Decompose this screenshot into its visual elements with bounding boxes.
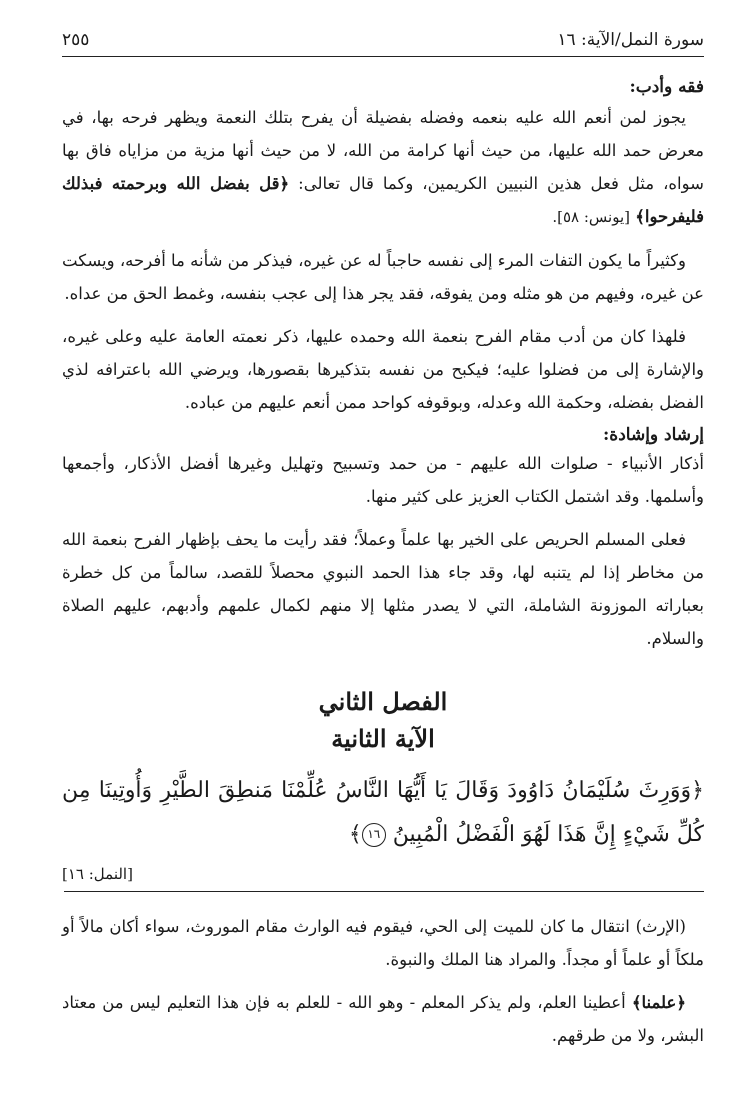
running-title: سورة النمل/الآية: ١٦ [557, 30, 704, 50]
chapter-subtitle: الآية الثانية [331, 724, 435, 753]
quran-reference: [يونس: ٥٨]. [552, 208, 630, 226]
paragraph-2: وكثيراً ما يكون التفات المرء إلى نفسه حاجباً له عن غيره، فيذكر من شأنه ما أفرحه، ويسكت عن غيره، وفيهم من هو مثله ومن يفوقه، فقد يجر هذا إلى عجب بنفسه، وغمط الحق من عداه. [62, 251, 704, 303]
section-title-irshad: إرشاد وإشادة: [603, 425, 704, 445]
ayah-reference: [النمل: ١٦] [62, 865, 133, 883]
chapter-title: الفصل الثاني [318, 687, 448, 716]
tafsir-paragraph-1: (الإرث) انتقال ما كان للميت إلى الحي، فيقوم فيه الوارث مقام الموروث، سواء أكان مالاً أو ملكاً أو علماً أو مجداً. والمراد هنا الملك والنبوة. [62, 917, 704, 969]
quran-quote: ﴿قل بفضل الله وبرحمته فبذلك فليفرحوا﴾ [62, 174, 704, 226]
page-number: ٢٥٥ [62, 30, 90, 50]
ayah-body: ﴿وَوَرِثَ سُلَيْمَانُ دَاوُودَ وَقَالَ يَا أَيُّهَا النَّاسُ عُلِّمْنَا مَنطِقَ الطَّيْرِ وَأُوتِينَا مِن كُلِّ شَيْءٍ إِنَّ هَذَا لَهُوَ الْفَضْلُ الْمُبِينُ [62, 778, 704, 847]
ayah-close-bracket: ﴾ [348, 822, 362, 847]
ayah-number-marker: ١٦ [362, 823, 386, 847]
paragraph-1 [62, 101, 704, 234]
book-page [62, 30, 704, 1052]
paragraph-5: فعلى المسلم الحريص على الخير بها علماً وعملاً؛ فقد رأيت ما يحف بإظهار الفرح بنعمة الله من مخاطر إذا لم يتنبه لها، وقد جاء هذا الحمد النبوي محصلاً للقصد، سالماً من كل خطرة بعباراته الموزونة الشاملة، التي لا يصدر مثلها إلا منهم لكمال علمهم وأدبهم، عليهم الصلاة والسلام. [62, 530, 704, 648]
tafsir-quote: ﴿علمنا﴾ [631, 993, 687, 1012]
paragraph-3: فلهذا كان من أدب مقام الفرح بنعمة الله وحمده عليها، ذكر نعمته العامة عليه وعلى غيره، والإشارة إلى من فضلوا عليه؛ فيكبح من نفسه بتذكيرها بقصورها، ويرضي الله باعترافه لذي الفضل بفضله، وحكمة الله وعدله، وبوقوفه كواحد ممن أنعم عليهم من عباده. [62, 327, 704, 412]
paragraph-1-text: يجوز لمن أنعم الله عليه بنعمه وفضله بفضيلة أن يفرح بتلك النعمة ويظهر فرحه بها، في معرض حمد الله عليها، من حيث أنها كرامة من الله، لا من حيث أنها مزية من مزاياه فاق بها سواه، مثل فعل هذين النبيين الكريمين، وكما قال تعالى: [62, 108, 704, 193]
section-title-fiqh: فقه وأدب: [629, 77, 704, 97]
paragraph-4: أذكار الأنبياء - صلوات الله عليهم - من حمد وتسبيح وتهليل وغيرها أفضل الأذكار، وأجمعها وأسلمها. وقد اشتمل الكتاب العزيز على كثير منها. [62, 454, 704, 506]
tafsir-paragraph-2 [62, 986, 704, 1052]
page-header [62, 30, 704, 57]
ayah-text [62, 769, 704, 857]
tafsir-paragraph-2-text: أعطينا العلم، ولم يذكر المعلم - وهو الله - للعلم به فإن هذا التعليم ليس من معتاد البشر، ولا من طرقهم. [62, 993, 704, 1045]
